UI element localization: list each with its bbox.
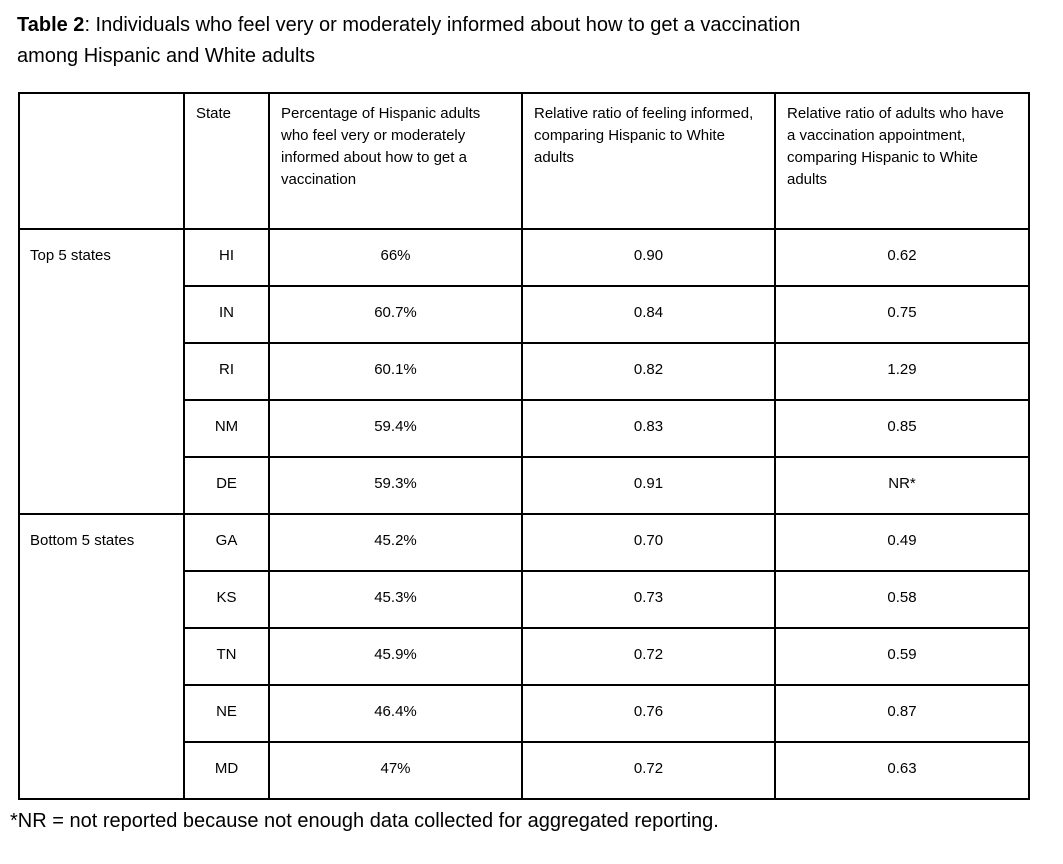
header-row (19, 93, 1029, 229)
percentage-cell: 45.2% (269, 514, 522, 571)
ratio-appointment-cell: 0.62 (775, 229, 1029, 286)
col-header-group (19, 93, 184, 229)
ratio-appointment-cell: 0.58 (775, 571, 1029, 628)
percentage-cell: 45.3% (269, 571, 522, 628)
percentage-cell: 45.9% (269, 628, 522, 685)
table-title-label: Table 2 (17, 14, 85, 36)
table-title-line1: : Individuals who feel very or moderately informed about how to get a vaccination (84, 14, 801, 36)
state-cell: MD (184, 742, 269, 799)
percentage-cell: 60.1% (269, 343, 522, 400)
ratio-informed-cell: 0.76 (522, 685, 775, 742)
state-cell: RI (184, 343, 269, 400)
col-header-percentage: Percentage of Hispanic adults who feel very or moderately informed about how to get a vaccination (269, 93, 522, 229)
state-cell: KS (184, 571, 269, 628)
table-title (17, 10, 1063, 72)
percentage-cell: 59.4% (269, 400, 522, 457)
ratio-informed-cell: 0.70 (522, 514, 775, 571)
ratio-appointment-cell: 0.59 (775, 628, 1029, 685)
state-cell: NE (184, 685, 269, 742)
col-header-ratio-appointment: Relative ratio of adults who have a vaccination appointment, comparing Hispanic to White adults (775, 93, 1029, 229)
percentage-cell: 47% (269, 742, 522, 799)
ratio-informed-cell: 0.91 (522, 457, 775, 514)
col-header-state: State (184, 93, 269, 229)
ratio-informed-cell: 0.83 (522, 400, 775, 457)
ratio-informed-cell: 0.84 (522, 286, 775, 343)
footnote: *NR = not reported because not enough data collected for aggregated reporting. (10, 810, 719, 832)
ratio-appointment-cell: 0.87 (775, 685, 1029, 742)
ratio-appointment-cell: 0.75 (775, 286, 1029, 343)
table-row (19, 514, 1029, 571)
percentage-cell: 59.3% (269, 457, 522, 514)
ratio-informed-cell: 0.72 (522, 742, 775, 799)
ratio-appointment-cell: 1.29 (775, 343, 1029, 400)
row-group-label: Bottom 5 states (19, 514, 184, 799)
state-cell: GA (184, 514, 269, 571)
ratio-informed-cell: 0.72 (522, 628, 775, 685)
ratio-informed-cell: 0.82 (522, 343, 775, 400)
percentage-cell: 66% (269, 229, 522, 286)
state-cell: NM (184, 400, 269, 457)
percentage-cell: 46.4% (269, 685, 522, 742)
ratio-informed-cell: 0.90 (522, 229, 775, 286)
ratio-appointment-cell: 0.85 (775, 400, 1029, 457)
table-row (19, 229, 1029, 286)
table-title-line2: among Hispanic and White adults (17, 45, 315, 67)
percentage-cell: 60.7% (269, 286, 522, 343)
state-cell: HI (184, 229, 269, 286)
ratio-appointment-cell: 0.49 (775, 514, 1029, 571)
row-group-label: Top 5 states (19, 229, 184, 514)
ratio-appointment-cell: NR* (775, 457, 1029, 514)
state-cell: TN (184, 628, 269, 685)
ratio-appointment-cell: 0.63 (775, 742, 1029, 799)
ratio-informed-cell: 0.73 (522, 571, 775, 628)
col-header-ratio-informed: Relative ratio of feeling informed, comparing Hispanic to White adults (522, 93, 775, 229)
state-cell: IN (184, 286, 269, 343)
data-table (18, 92, 1030, 800)
table-body (19, 93, 1029, 799)
state-cell: DE (184, 457, 269, 514)
